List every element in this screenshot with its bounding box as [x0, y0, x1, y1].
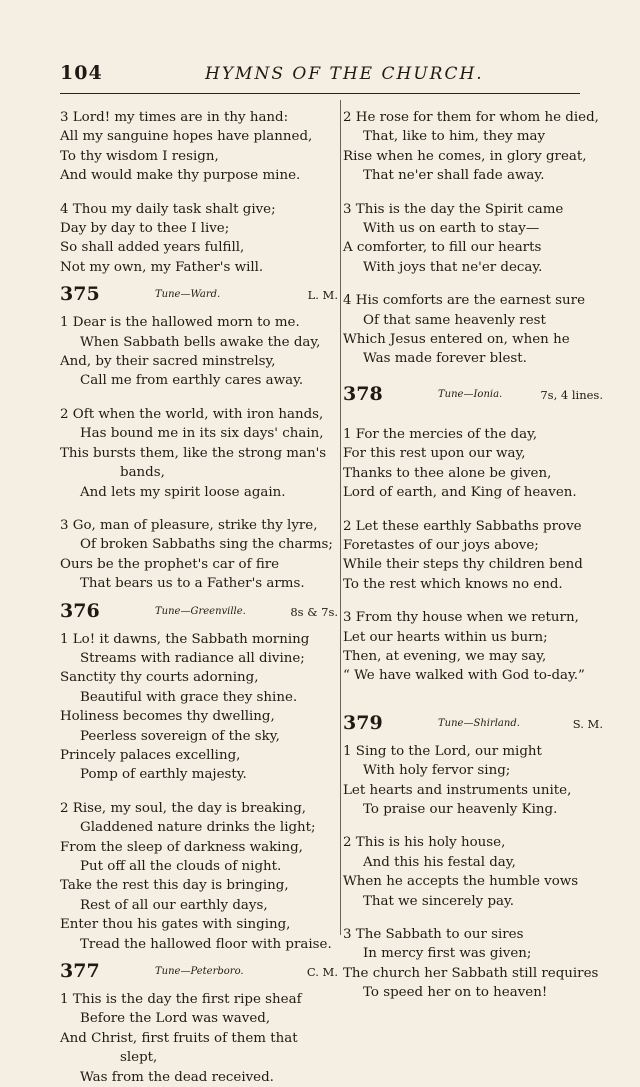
- stanza: [60, 313, 338, 391]
- meter: C. M.: [306, 965, 338, 980]
- hymn-heading-378: [343, 383, 621, 409]
- verse-line: And would make thy purpose mine.: [60, 168, 301, 184]
- verse-line: To thy wisdom I resign,: [60, 148, 219, 164]
- verse-line: 1 Lo! it dawns, the Sabbath morning: [60, 631, 310, 647]
- verse-line: Put off all the clouds of night.: [80, 859, 282, 874]
- tune-name: Tune—Ward.: [155, 289, 221, 301]
- verse-line: That, like to him, they may: [363, 129, 546, 145]
- meter: S. M.: [572, 716, 603, 731]
- verse-line: Was from the dead received.: [80, 1069, 274, 1085]
- meter: L. M.: [307, 288, 338, 303]
- verse-line: Rise when he comes, in glory great,: [343, 148, 587, 164]
- verse-line: “ We have walked with God to-day.”: [343, 668, 585, 684]
- verse-line: Was made forever blest.: [363, 351, 527, 367]
- verse-line: Sanctity thy courts adorning,: [60, 670, 259, 686]
- verse-line: A comforter, to fill our hearts: [343, 240, 542, 256]
- hymn-number: 379: [343, 711, 383, 734]
- verse-line: Tread the hallowed floor with praise.: [80, 936, 332, 952]
- tune-name: Tune—Greenville.: [155, 605, 246, 617]
- stanza: [60, 405, 338, 502]
- verse-line: That bears us to a Father's arms.: [80, 576, 305, 592]
- verse-line: 3 Go, man of pleasure, strike thy lyre,: [60, 517, 318, 533]
- verse-line: 3 The Sabbath to our sires: [343, 927, 524, 942]
- verse-line: 3 Lord! my times are in thy hand:: [60, 110, 289, 125]
- verse-line: 3 From thy house when we return,: [343, 610, 579, 626]
- verse-line: 1 Sing to the Lord, our might: [343, 743, 542, 759]
- tune-name: Tune—Ionia.: [438, 388, 503, 400]
- verse-line: 2 Let these earthly Sabbaths prove: [343, 518, 582, 534]
- verse-line: For this rest upon our way,: [343, 446, 526, 462]
- stanza: [343, 517, 621, 595]
- verse-line: Of that same heavenly rest: [363, 312, 546, 328]
- column-divider: [340, 100, 341, 935]
- verse-line: 4 Thou my daily task shalt give;: [60, 201, 276, 217]
- meter: 7s, 4 lines.: [540, 387, 603, 402]
- verse-line: Foretastes of our joys above;: [343, 537, 539, 553]
- verse-line: From the sleep of darkness waking,: [60, 839, 303, 855]
- verse-line: Not my own, my Father's will.: [60, 259, 264, 275]
- verse-line: With us on earth to stay—: [363, 221, 540, 237]
- verse-line: And Christ, first fruits of them that: [60, 1030, 298, 1046]
- page-number: 104: [60, 62, 103, 84]
- stanza: [60, 799, 338, 954]
- verse-line: When Sabbath bells awake the day,: [80, 334, 321, 350]
- verse-line: 2 He rose for them for whom he died,: [343, 110, 599, 125]
- stanza: [60, 990, 338, 1087]
- verse-line: All my sanguine hopes have planned,: [60, 129, 313, 145]
- stanza: [343, 925, 621, 1003]
- stanza: [343, 200, 621, 278]
- verse-line: Gladdened nature drinks the light;: [80, 820, 316, 836]
- hymn-heading-379: [343, 712, 621, 738]
- verse-line: 1 For the mercies of the day,: [343, 426, 538, 442]
- verse-line: bands,: [120, 465, 165, 481]
- stanza: [60, 108, 338, 186]
- verse-line: Which Jesus entered on, when he: [343, 332, 570, 348]
- verse-line: Thanks to thee alone be given,: [343, 465, 552, 481]
- verse-line: Holiness becomes thy dwelling,: [60, 709, 275, 725]
- verse-line: Call me from earthly cares away.: [80, 373, 304, 389]
- hymn-number: 377: [60, 960, 100, 983]
- left-column: [60, 108, 338, 1087]
- verse-line: Take the rest this day is bringing,: [60, 878, 289, 894]
- verse-line: And, by their sacred minstrelsy,: [60, 354, 276, 370]
- verse-line: Princely palaces excelling,: [60, 747, 241, 763]
- stanza: [343, 291, 621, 369]
- tune-name: Tune—Peterboro.: [155, 966, 244, 978]
- stanza: [343, 833, 621, 911]
- verse-line: To the rest which knows no end.: [343, 576, 563, 592]
- verse-line: Let hearts and instruments unite,: [343, 782, 572, 798]
- verse-line: 2 Rise, my soul, the day is breaking,: [60, 800, 307, 816]
- verse-line: Streams with radiance all divine;: [80, 650, 305, 666]
- stanza: [60, 630, 338, 785]
- stanza: [343, 608, 621, 686]
- page-header: [60, 62, 580, 88]
- verse-line: 2 Oft when the world, with iron hands,: [60, 406, 324, 422]
- hymn-number: 376: [60, 599, 100, 622]
- verse-line: Let our hearts within us burn;: [343, 629, 548, 645]
- verse-line: This bursts them, like the strong man's: [60, 445, 327, 461]
- verse-line: While their steps thy children bend: [343, 557, 583, 573]
- verse-line: In mercy first was given;: [363, 946, 532, 962]
- hymn-number: 375: [60, 283, 100, 306]
- verse-line: To speed her on to heaven!: [363, 985, 548, 1001]
- verse-line: Has bound me in its six days' chain,: [80, 426, 324, 442]
- hymn-number: 378: [343, 382, 383, 405]
- verse-line: 1 Dear is the hallowed morn to me.: [60, 315, 300, 331]
- verse-line: slept,: [120, 1050, 158, 1066]
- verse-line: Pomp of earthly majesty.: [80, 767, 247, 783]
- meter: 8s & 7s.: [290, 604, 338, 619]
- verse-line: Then, at evening, we may say,: [343, 648, 547, 664]
- right-column: [343, 108, 621, 1003]
- verse-line: Peerless sovereign of the sky,: [80, 728, 280, 744]
- stanza: [60, 516, 338, 594]
- verse-line: 3 This is the day the Spirit came: [343, 201, 564, 217]
- verse-line: Ours be the prophet's car of fire: [60, 556, 280, 572]
- hymn-heading-376: [60, 600, 338, 626]
- verse-line: 4 His comforts are the earnest sure: [343, 293, 585, 309]
- stanza: [60, 200, 338, 278]
- verse-line: Beautiful with grace they shine.: [80, 689, 298, 705]
- verse-line: Lord of earth, and King of heaven.: [343, 485, 577, 501]
- running-title: HYMNS OF THE CHURCH.: [205, 64, 484, 84]
- verse-line: The church her Sabbath still requires: [343, 965, 599, 981]
- verse-line: With holy fervor sing;: [363, 763, 511, 779]
- verse-line: So shall added years fulfill,: [60, 240, 245, 256]
- verse-line: That we sincerely pay.: [363, 893, 515, 909]
- verse-line: 1 This is the day the first ripe sheaf: [60, 992, 302, 1008]
- verse-line: That ne'er shall fade away.: [363, 168, 545, 184]
- verse-line: Of broken Sabbaths sing the charms;: [80, 537, 333, 553]
- verse-line: Enter thou his gates with singing,: [60, 917, 291, 933]
- verse-line: Before the Lord was waved,: [80, 1011, 271, 1027]
- verse-line: Rest of all our earthly days,: [80, 897, 268, 913]
- stanza: [343, 425, 621, 503]
- verse-line: Day by day to thee I live;: [60, 221, 230, 237]
- stanza: [343, 108, 621, 186]
- header-rule: [60, 93, 580, 94]
- verse-line: And this his festal day,: [363, 854, 516, 870]
- verse-line: When he accepts the humble vows: [343, 874, 579, 890]
- verse-line: With joys that ne'er decay.: [363, 259, 543, 275]
- verse-line: 2 This is his holy house,: [343, 835, 506, 851]
- tune-name: Tune—Shirland.: [438, 717, 520, 729]
- hymn-heading-377: [60, 960, 338, 986]
- stanza: [343, 742, 621, 820]
- verse-line: And lets my spirit loose again.: [80, 484, 286, 500]
- verse-line: To praise our heavenly King.: [363, 801, 558, 817]
- hymn-heading-375: [60, 283, 338, 309]
